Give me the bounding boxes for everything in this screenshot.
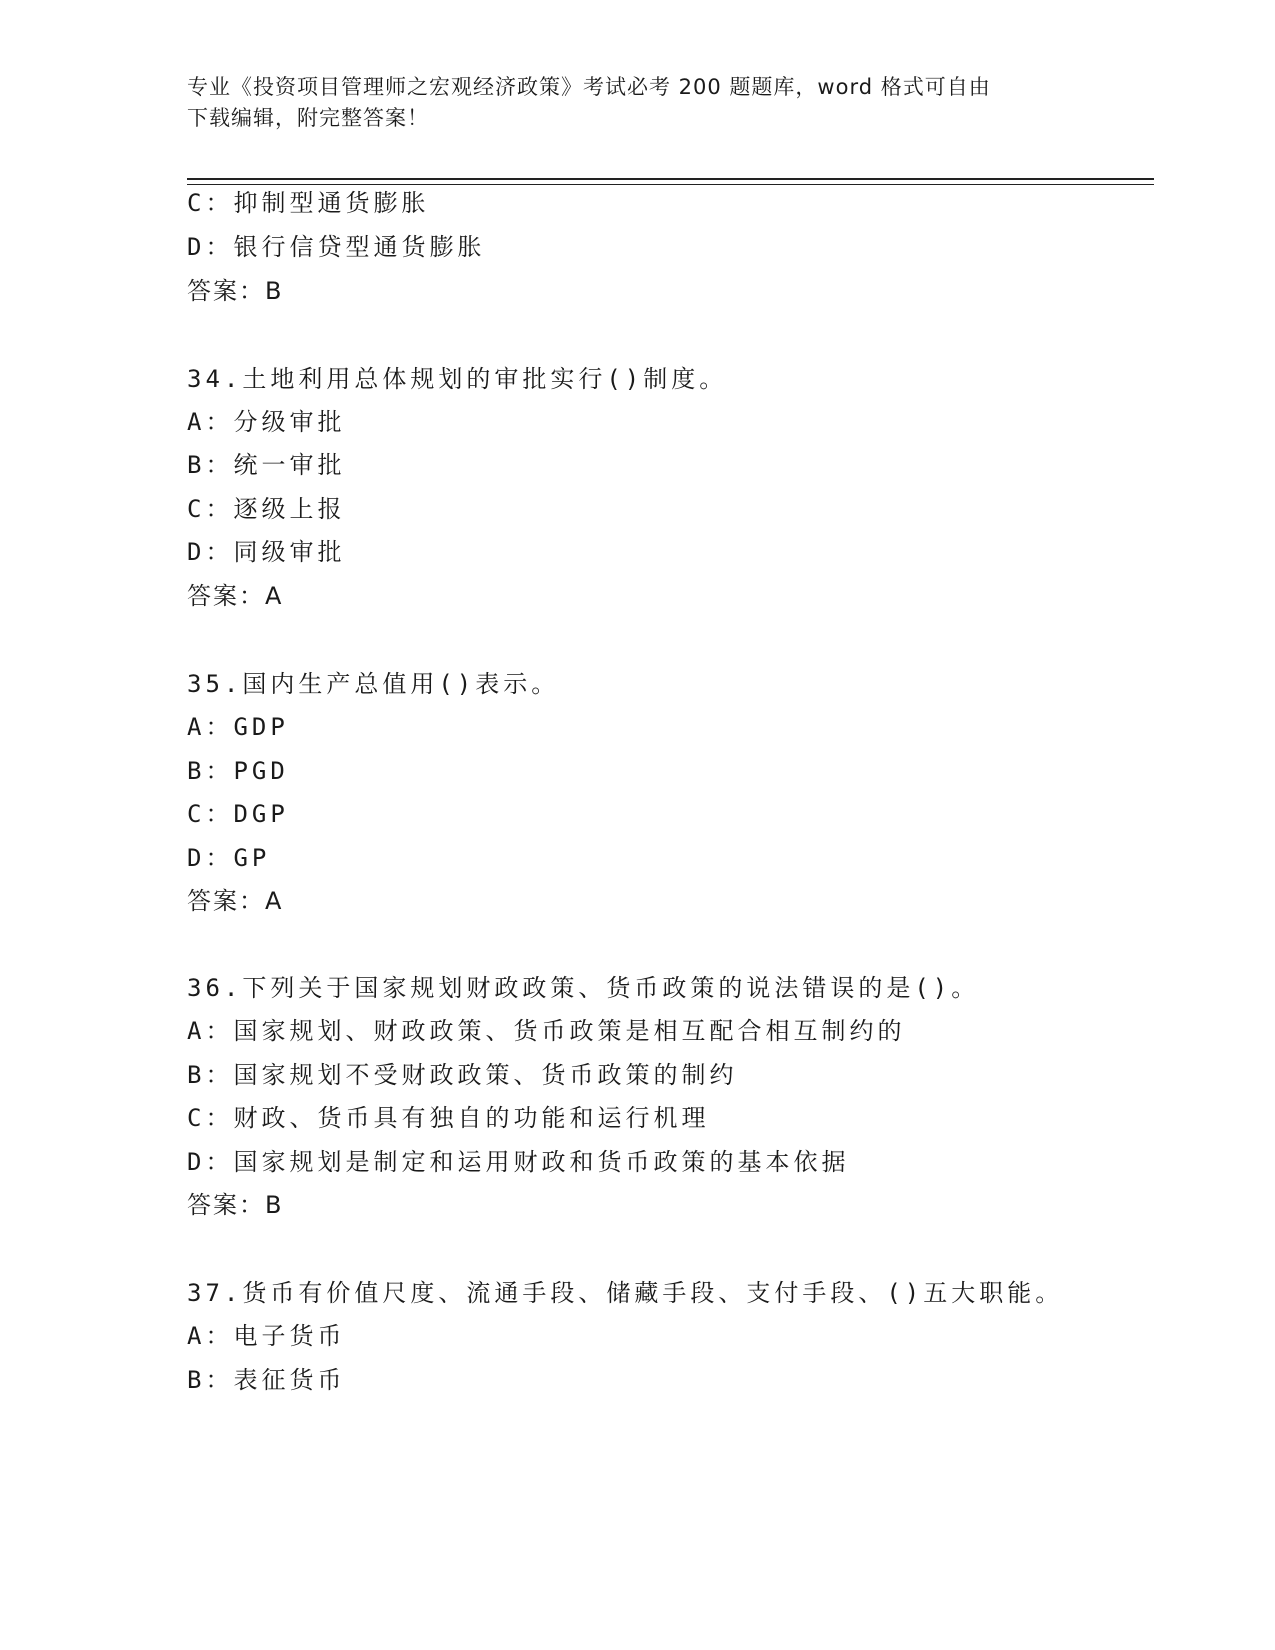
- answer-line: 答案：A: [187, 887, 284, 915]
- option-a: A：GDP: [187, 713, 289, 741]
- option-b: B：表征货币: [187, 1366, 346, 1394]
- option-d: D：同级审批: [187, 538, 346, 566]
- option-d: D：GP: [187, 844, 271, 872]
- option-c: C：逐级上报: [187, 495, 346, 523]
- option-c: C：财政、货币具有独自的功能和运行机理: [187, 1104, 710, 1132]
- option-d: D：银行信贷型通货膨胀: [187, 233, 486, 261]
- document-header: [187, 72, 1087, 134]
- option-b: B：国家规划不受财政政策、货币政策的制约: [187, 1061, 738, 1089]
- header-divider: [187, 178, 1154, 185]
- option-a: A：电子货币: [187, 1322, 346, 1350]
- header-line-2: 下载编辑，附完整答案！: [187, 106, 429, 130]
- option-b: B：统一审批: [187, 451, 346, 479]
- question-stem-35: 35.国内生产总值用()表示。: [187, 670, 560, 698]
- question-stem-37: 37.货币有价值尺度、流通手段、储藏手段、支付手段、()五大职能。: [187, 1279, 1064, 1307]
- option-c: C：抑制型通货膨胀: [187, 189, 430, 217]
- answer-line: 答案：B: [187, 1191, 284, 1219]
- option-d: D：国家规划是制定和运用财政和货币政策的基本依据: [187, 1148, 850, 1176]
- option-a: A：分级审批: [187, 408, 346, 436]
- answer-line: 答案：A: [187, 582, 284, 610]
- question-stem-34: 34.土地利用总体规划的审批实行()制度。: [187, 365, 728, 393]
- option-c: C：DGP: [187, 800, 289, 828]
- option-b: B：PGD: [187, 757, 289, 785]
- option-a: A：国家规划、财政政策、货币政策是相互配合相互制约的: [187, 1017, 906, 1045]
- question-stem-36: 36.下列关于国家规划财政政策、货币政策的说法错误的是()。: [187, 974, 980, 1002]
- answer-line: 答案：B: [187, 277, 284, 305]
- header-line-1: 专业《投资项目管理师之宏观经济政策》考试必考 200 题题库，word 格式可自由: [187, 75, 991, 99]
